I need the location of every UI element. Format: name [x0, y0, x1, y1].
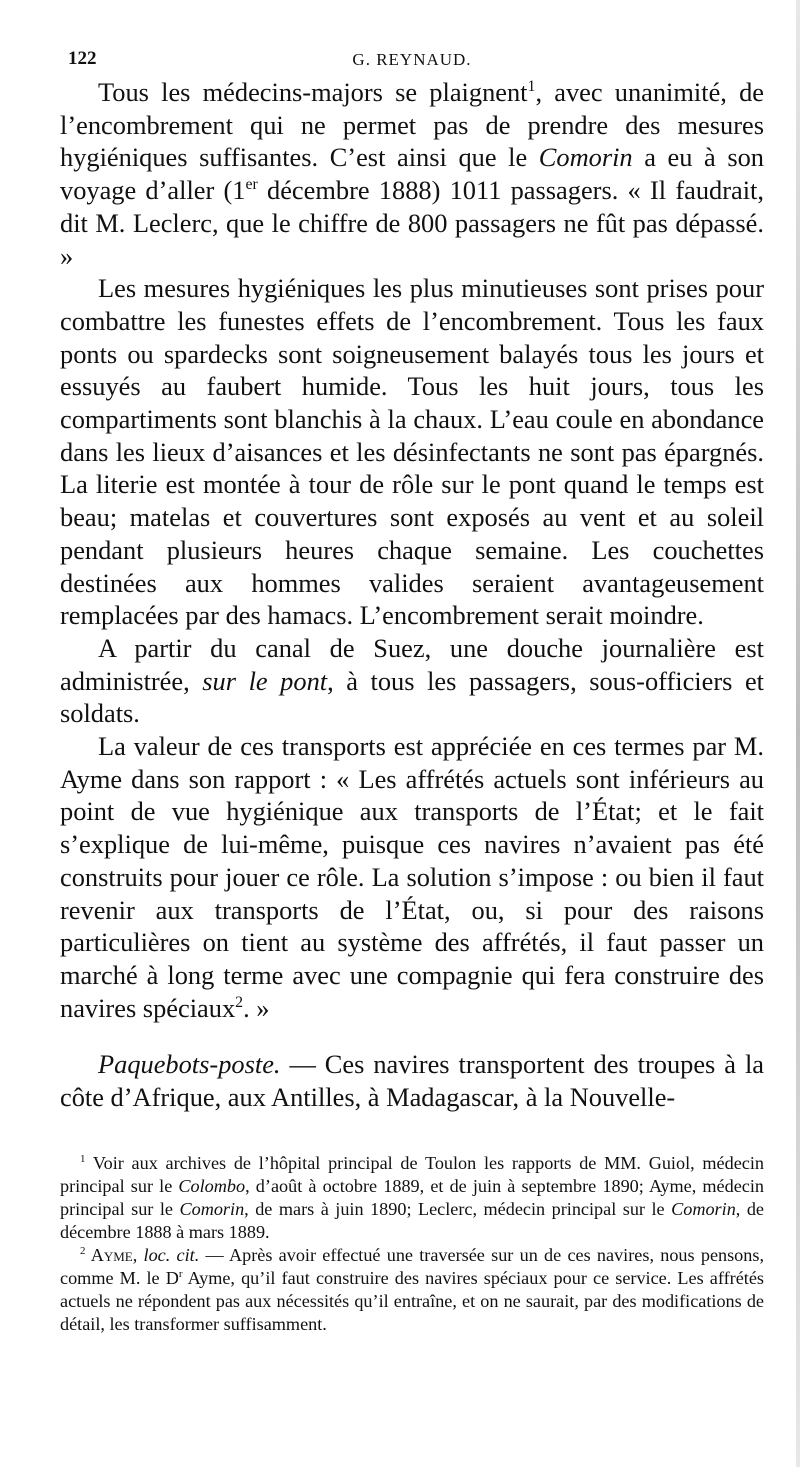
text-run: A partir du canal de Suez, une douche journalière est administrée, [60, 632, 764, 696]
text-run: — Ces navires transportent des troupes à la côte d’Afrique, aux Antilles, à Madagascar, à la Nouvelle- [60, 1049, 764, 1113]
text-run: , de mars à juin 1890; Leclerc, médecin principal sur le [244, 1199, 672, 1219]
ship-name: Comorin [179, 1199, 245, 1219]
footnote-number: 1 [80, 1152, 86, 1165]
footnote-ref-2: 2 [235, 993, 244, 1011]
paragraph-3 [60, 632, 764, 730]
text-run: , d’août à octobre 1889, et de juin à septembre 1890; Ayme, médecin principal sur le [60, 1176, 764, 1219]
footnote-number: 2 [80, 1244, 86, 1257]
footnote-1 [60, 1152, 764, 1244]
running-title: G. REYNAUD. [352, 50, 472, 69]
text-run: , de décembre 1888 à mars 1889. [60, 1199, 765, 1242]
page-edge-shadow [796, 0, 800, 1467]
text-run: , [132, 1245, 144, 1265]
footnotes [60, 1152, 764, 1336]
emphasis: sur le pont [202, 665, 328, 696]
text-run: Voir aux archives de l’hôpital principal de Toulon les rapports de MM. Guiol, médecin principal sur le [60, 1153, 764, 1196]
text-run: Ayme, qu’il faut construire des navires spéciaux pour ce service. Les affrétés actuels ne répondent pas aux nécessités qu’il entraîne, et on ne saurait, par des modifications de détail, les transformer suffisamment. [60, 1268, 764, 1334]
running-head [60, 40, 764, 70]
text-run: Tous les médecins-majors se plaignent [98, 77, 528, 107]
superscript: er [245, 176, 258, 194]
author-name: Ayme [85, 1245, 133, 1265]
ship-name: Colombo [178, 1176, 246, 1196]
loc-cit: loc. cit. [143, 1245, 200, 1265]
footnote-ref-1: 1 [527, 78, 536, 96]
paragraph-4 [60, 730, 764, 1024]
text-run: décembre 1888) 1011 passagers. « Il faudrait, dit M. Leclerc, que le chiffre de 800 passagers ne fût pas dépassé. » [60, 175, 764, 271]
body-text [60, 76, 764, 1114]
text-run: , à tous les passagers, sous-officiers et soldats. [60, 665, 764, 729]
ship-name: Comorin [538, 142, 633, 173]
text-run: , avec unanimité, de l’encombrement qui ne permet pas de prendre des mesures hygiéniques suffisantes. C’est ainsi que le [60, 77, 765, 173]
paragraph-5 [60, 1048, 764, 1113]
superscript: r [178, 1267, 183, 1280]
section-heading: Paquebots-poste. [98, 1049, 281, 1080]
text-run: — Après avoir effectué une traversée sur un de ces navires, nous pensons, comme M. le D [60, 1245, 764, 1288]
ship-name: Comorin [671, 1199, 736, 1219]
text-run: a eu à son voyage d’aller (1 [60, 142, 765, 206]
page-number: 122 [68, 48, 97, 69]
paragraph-1 [60, 76, 764, 272]
paragraph-2: Les mesures hygiéniques les plus minutieuses sont prises pour combattre les funestes effets de l’encombrement. Tous les faux ponts ou spardecks sont soigneusement balayés tous les jours et essuyés au faubert humide. Tous les huit jours, tous les compartiments sont blanchis à la chaux. L’eau coule en abondance dans les lieux d’aisances et les désinfectants ne sont pas épargnés. La literie est montée à tour de rôle sur le pont quand le temps est beau; matelas et couvertures sont exposés au vent et au soleil pendant plusieurs heures chaque semaine. Les couchettes destinées aux hommes valides seraient avantageusement remplacées par des hamacs. L’encombrement serait moindre. [60, 273, 764, 631]
text-run: La valeur de ces transports est appréciée en ces termes par M. Ayme dans son rapport : « Les affrétés actuels sont inférieurs au point de vue hygiénique aux transports de l’État; et le fait s’explique de lui-même, puisque ces navires n’avaient pas été construits pour jouer ce rôle. La solution s’impose : ou bien il faut revenir aux transports de l’État, ou, si pour des raisons particulières on tient au système des affrétés, il faut passer un marché à long terme avec une compagnie qui fera construire des navires spéciaux [60, 731, 764, 1023]
text-run: . » [243, 992, 270, 1023]
footnote-2 [60, 1244, 764, 1336]
